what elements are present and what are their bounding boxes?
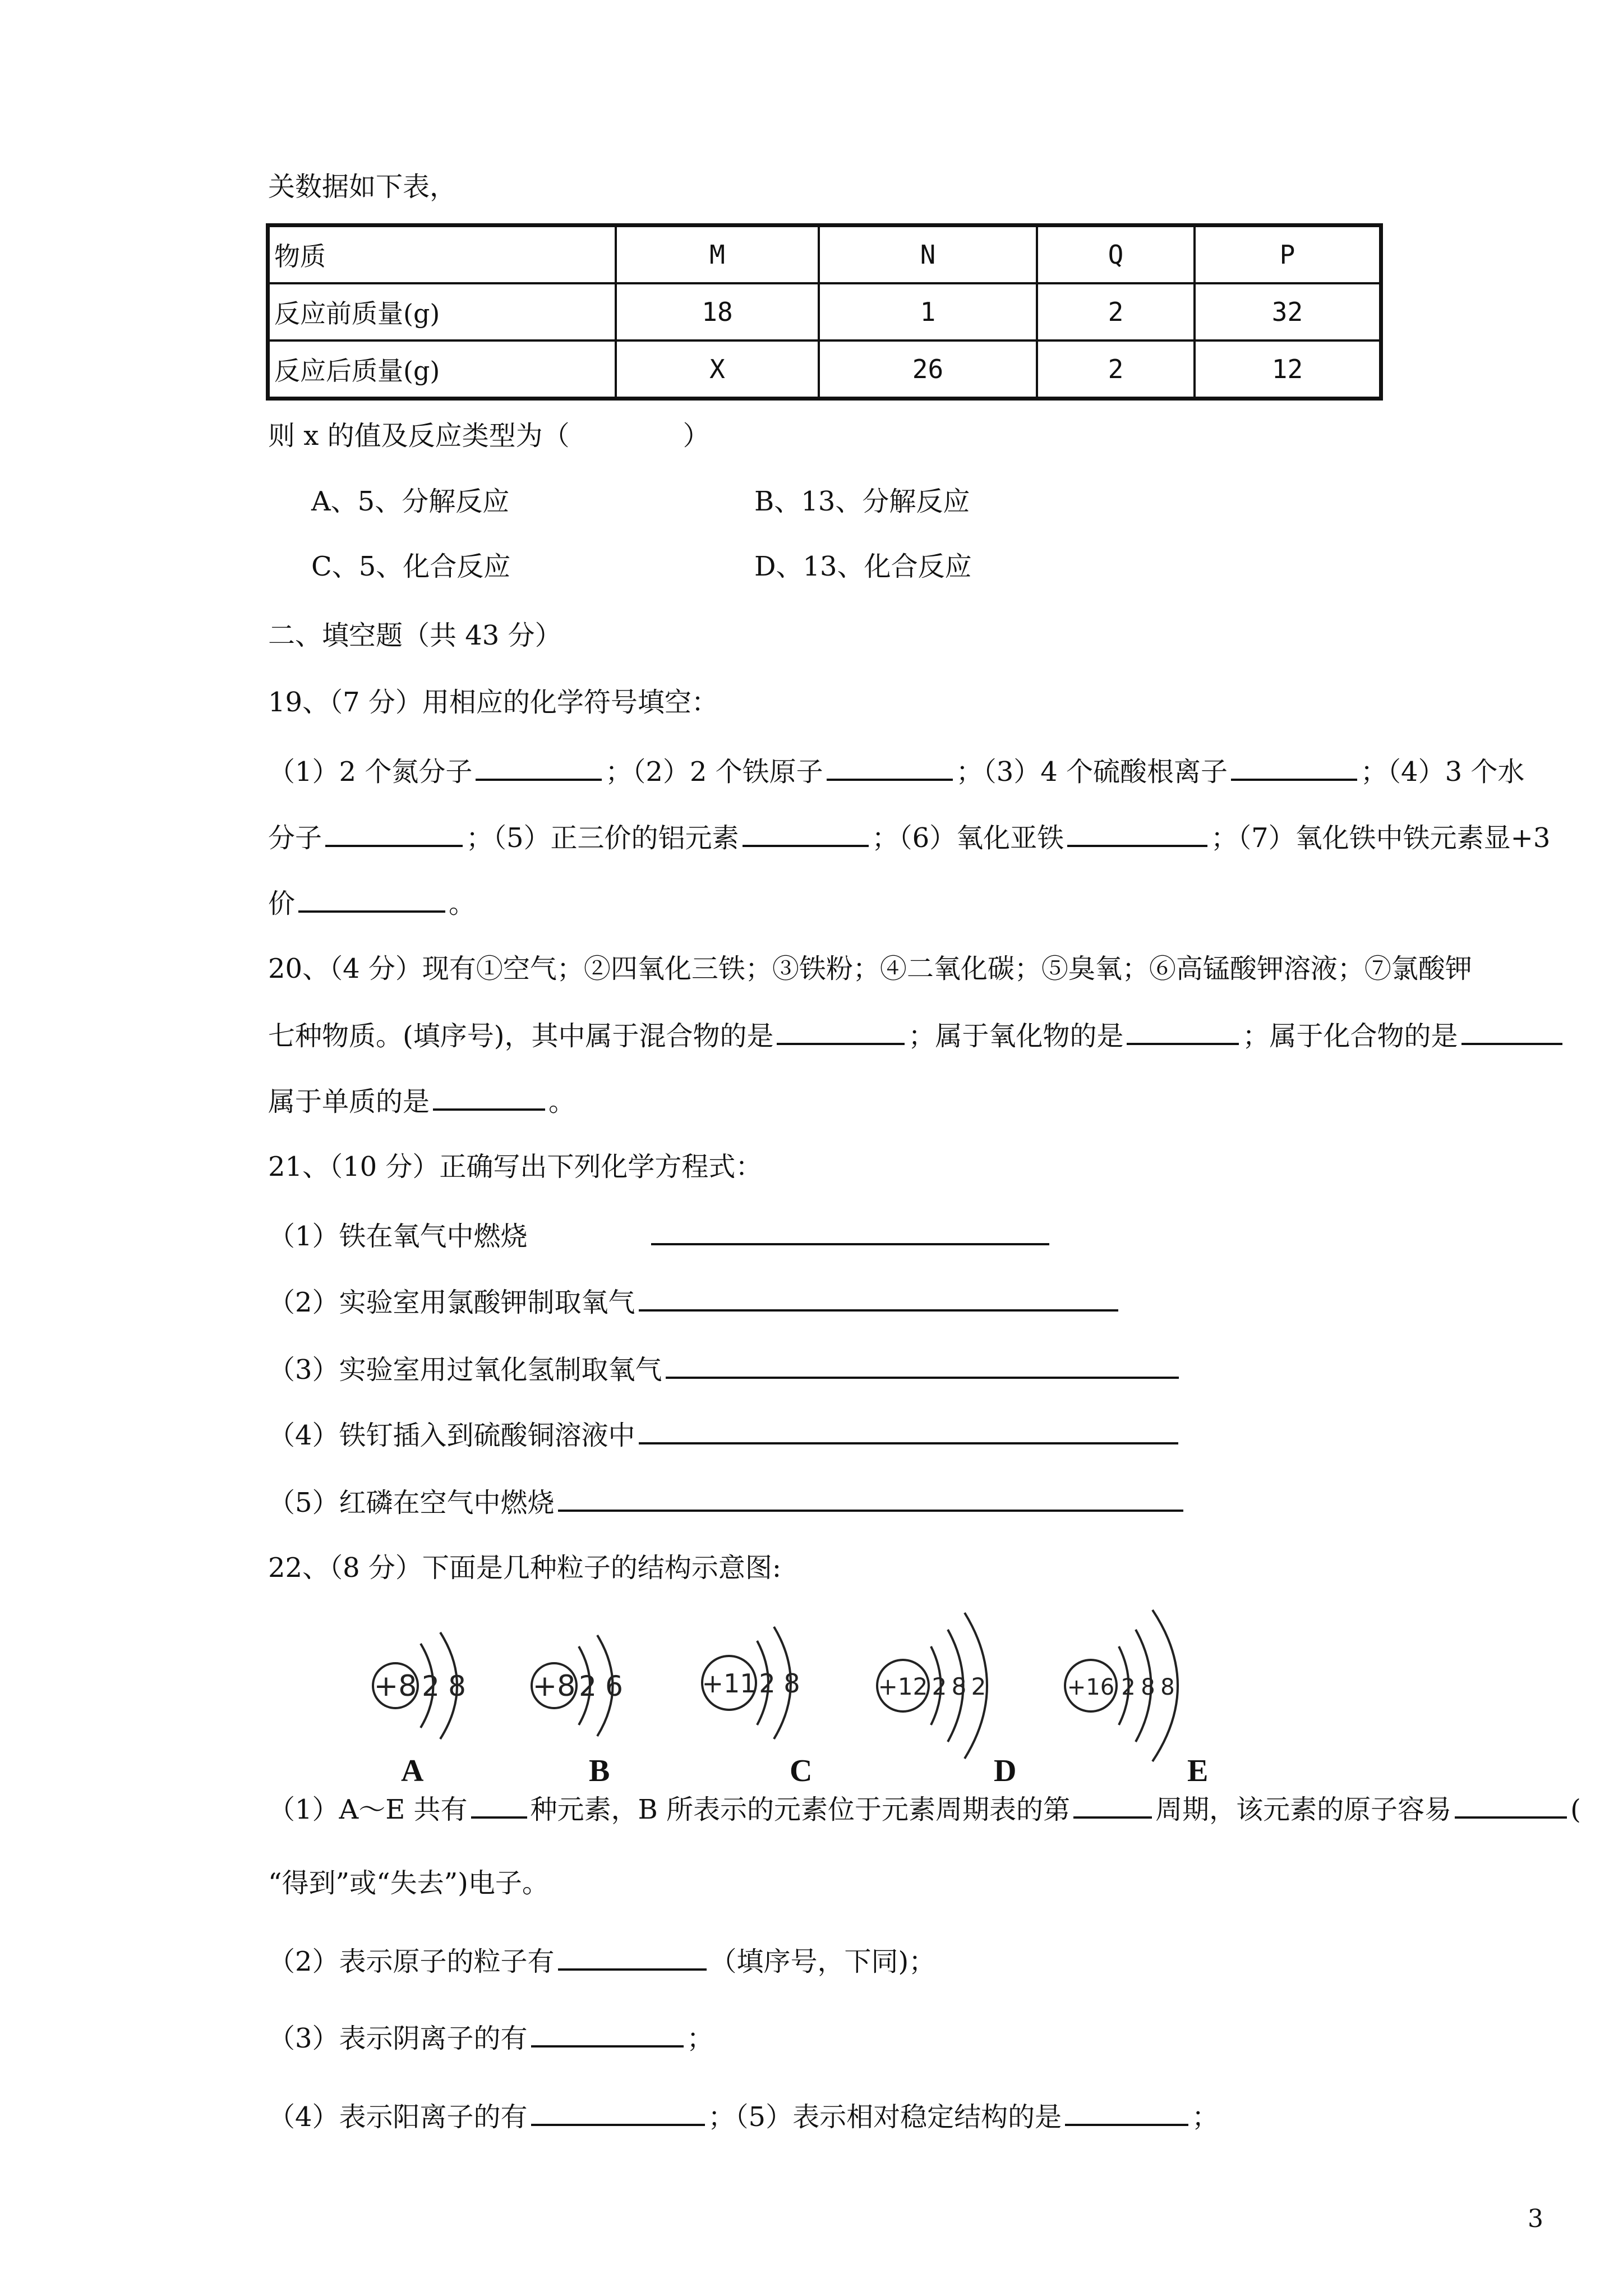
shell-electrons: 8 bbox=[1141, 1674, 1155, 1700]
question-19-line3 bbox=[268, 885, 476, 921]
answer-paren-space[interactable] bbox=[573, 419, 680, 445]
q19-text: ；（4）3 个水 bbox=[1361, 756, 1525, 788]
q19-text: （1）2 个氮分子 bbox=[268, 756, 473, 788]
answer-blank[interactable] bbox=[298, 885, 445, 913]
table-cell: 2 bbox=[1037, 341, 1195, 399]
q22-text: 种元素，B 所表示的元素位于元素周期表的第 bbox=[530, 1794, 1071, 1825]
table-cell: 反应前质量(g) bbox=[268, 283, 616, 341]
question-22-sub2 bbox=[268, 1943, 935, 1978]
answer-blank[interactable] bbox=[325, 819, 463, 847]
stem-end: ） bbox=[683, 420, 710, 452]
answer-blank[interactable] bbox=[1073, 1791, 1152, 1819]
answer-blank[interactable] bbox=[1065, 2098, 1188, 2126]
q20-text: ；属于氧化物的是 bbox=[908, 1020, 1124, 1052]
nucleus-charge: +8 bbox=[374, 1669, 417, 1703]
question-19-line2 bbox=[268, 819, 1550, 855]
answer-blank[interactable] bbox=[777, 1017, 905, 1045]
stem-text: 则 x 的值及反应类型为（ bbox=[268, 420, 570, 452]
nucleus-charge: +11 bbox=[702, 1668, 757, 1699]
page-number: 3 bbox=[1528, 2205, 1543, 2233]
nucleus-charge: +12 bbox=[878, 1673, 928, 1700]
question-18-stem bbox=[268, 419, 710, 453]
equation-item bbox=[268, 1283, 1122, 1319]
q20-text: 属于单质的是 bbox=[268, 1086, 430, 1117]
table-header-cell: P bbox=[1195, 226, 1381, 284]
answer-blank[interactable] bbox=[558, 1484, 1183, 1512]
table-row bbox=[268, 341, 1381, 399]
question-22-title: 22、（8 分）下面是几种粒子的结构示意图: bbox=[268, 1552, 782, 1584]
answer-blank[interactable] bbox=[1127, 1017, 1239, 1045]
question-20-line1: 20、（4 分）现有①空气；②四氧化三铁；③铁粉；④二氧化碳；⑤臭氧；⑥高锰酸钾溶液；⑦氯酸钾 bbox=[268, 953, 1472, 984]
table-header-cell: 物质 bbox=[268, 226, 616, 284]
q20-text: ；属于化合物的是 bbox=[1242, 1020, 1458, 1052]
particle-label: A bbox=[401, 1754, 424, 1788]
table-cell: 26 bbox=[819, 341, 1037, 399]
question-21-title: 21、（10 分）正确写出下列化学方程式： bbox=[268, 1151, 763, 1182]
table-row bbox=[268, 283, 1381, 341]
q19-text: ；（2）2 个铁原子 bbox=[605, 756, 823, 788]
q22-text: （4）表示阳离子的有 bbox=[268, 2101, 528, 2133]
shell-electrons: 8 bbox=[951, 1673, 967, 1700]
intro-text: 关数据如下表， bbox=[268, 171, 457, 203]
shell-electrons: 6 bbox=[605, 1670, 623, 1703]
table-header-cell: N bbox=[819, 226, 1037, 284]
answer-blank[interactable] bbox=[476, 753, 602, 781]
q19-text: 。 bbox=[449, 888, 476, 919]
particle-b-diagram bbox=[532, 1635, 623, 1736]
section-heading: 二、填空题（共 43 分） bbox=[268, 620, 562, 651]
q22-text: ； bbox=[686, 2023, 714, 2054]
answer-blank[interactable] bbox=[639, 1283, 1118, 1312]
particle-c-diagram bbox=[702, 1627, 800, 1739]
table-cell: 2 bbox=[1037, 283, 1195, 341]
particle-a-diagram bbox=[373, 1632, 466, 1739]
option-a: A、5、分解反应 bbox=[311, 486, 510, 517]
answer-blank[interactable] bbox=[1231, 753, 1357, 781]
table-cell: 1 bbox=[819, 283, 1037, 341]
table-cell: 32 bbox=[1195, 283, 1381, 341]
q22-text: ；（5）表示相对稳定结构的是 bbox=[708, 2101, 1062, 2133]
shell-electrons: 2 bbox=[1121, 1674, 1136, 1700]
answer-blank[interactable] bbox=[639, 1416, 1178, 1444]
nucleus-charge: +16 bbox=[1067, 1674, 1115, 1700]
question-22-sub1 bbox=[268, 1791, 1581, 1826]
question-19-line1 bbox=[268, 753, 1524, 789]
shell-electrons: 8 bbox=[1160, 1674, 1175, 1700]
q19-text: ；（5）正三价的铝元素 bbox=[466, 822, 739, 854]
question-22-sub4 bbox=[268, 2098, 1219, 2134]
question-20-line3 bbox=[268, 1083, 575, 1119]
answer-blank[interactable] bbox=[558, 1943, 707, 1971]
q19-text: 分子 bbox=[268, 822, 322, 854]
q19-text: ；（3）4 个硫酸根离子 bbox=[956, 756, 1228, 788]
q20-text: 七种物质。(填序号)，其中属于混合物的是 bbox=[268, 1020, 774, 1052]
question-22-sub1-cont: “得到”或“失去”)电子。 bbox=[268, 1867, 549, 1899]
answer-blank[interactable] bbox=[743, 819, 869, 847]
q19-text: ；（6）氧化亚铁 bbox=[872, 822, 1064, 854]
answer-blank[interactable] bbox=[1067, 819, 1207, 847]
q19-text: ；（7）氧化铁中铁元素显+3 bbox=[1211, 822, 1551, 854]
equation-item bbox=[268, 1351, 1182, 1387]
table-cell: X bbox=[616, 341, 819, 399]
option-c: C、5、化合反应 bbox=[311, 551, 511, 582]
q22-text: （3）表示阴离子的有 bbox=[268, 2023, 528, 2054]
shell-electrons: 2 bbox=[759, 1668, 776, 1699]
q22-text: ； bbox=[1192, 2101, 1219, 2133]
table-cell: 反应后质量(g) bbox=[268, 341, 616, 399]
particle-label: C bbox=[790, 1754, 813, 1788]
answer-blank[interactable] bbox=[531, 2098, 705, 2126]
particle-e-diagram bbox=[1065, 1610, 1178, 1761]
shell-electrons: 8 bbox=[448, 1670, 466, 1703]
option-b: B、13、分解反应 bbox=[754, 486, 970, 517]
equation-prompt: （1）铁在氧气中燃烧 bbox=[268, 1221, 528, 1252]
q22-text: 周期，该元素的原子容易 bbox=[1155, 1794, 1452, 1825]
particle-label: E bbox=[1187, 1754, 1209, 1788]
question-19-title: 19、（7 分）用相应的化学符号填空： bbox=[268, 687, 718, 718]
particle-label: D bbox=[994, 1754, 1017, 1788]
equation-item bbox=[268, 1416, 1182, 1452]
equation-item bbox=[268, 1484, 1187, 1520]
q19-text: 价 bbox=[268, 888, 296, 919]
q20-text: 。 bbox=[548, 1086, 576, 1117]
equation-prompt: （3）实验室用过氧化氢制取氧气 bbox=[268, 1354, 662, 1386]
particle-d-diagram bbox=[877, 1613, 987, 1759]
q22-text: （1）A～E 共有 bbox=[268, 1794, 468, 1825]
equation-prompt: （2）实验室用氯酸钾制取氧气 bbox=[268, 1287, 635, 1318]
nucleus-charge: +8 bbox=[532, 1669, 576, 1703]
shell-electrons: 2 bbox=[932, 1673, 947, 1700]
answer-blank[interactable] bbox=[471, 1791, 527, 1819]
answer-blank[interactable] bbox=[666, 1351, 1179, 1379]
particle-label: B bbox=[589, 1754, 610, 1788]
answer-blank[interactable] bbox=[1461, 1017, 1562, 1045]
table-header-cell: Q bbox=[1037, 226, 1195, 284]
shell-electrons: 2 bbox=[422, 1670, 440, 1703]
answer-blank[interactable] bbox=[827, 753, 953, 781]
question-22-sub3 bbox=[268, 2019, 714, 2055]
shell-electrons: 2 bbox=[971, 1673, 986, 1700]
equation-prompt: （4）铁钉插入到硫酸铜溶液中 bbox=[268, 1420, 635, 1451]
answer-blank[interactable] bbox=[651, 1217, 1049, 1245]
option-d: D、13、化合反应 bbox=[754, 551, 972, 582]
question-20-line2 bbox=[268, 1017, 1566, 1053]
table-cell: 12 bbox=[1195, 341, 1381, 399]
shell-electrons: 2 bbox=[579, 1670, 597, 1703]
table-cell: 18 bbox=[616, 283, 819, 341]
answer-blank[interactable] bbox=[433, 1083, 545, 1111]
q22-text: ( bbox=[1570, 1794, 1581, 1825]
answer-blank[interactable] bbox=[1455, 1791, 1567, 1819]
equation-prompt: （5）红磷在空气中燃烧 bbox=[268, 1487, 555, 1519]
answer-blank[interactable] bbox=[531, 2019, 684, 2047]
shell-electrons: 8 bbox=[783, 1668, 800, 1699]
q22-text: （2）表示原子的粒子有 bbox=[268, 1946, 555, 1977]
equation-item bbox=[268, 1217, 1053, 1253]
table-header-cell: M bbox=[616, 226, 819, 284]
mass-data-table bbox=[266, 223, 1383, 401]
table-row bbox=[268, 226, 1381, 284]
q22-text: （填序号，下同)； bbox=[709, 1946, 936, 1977]
